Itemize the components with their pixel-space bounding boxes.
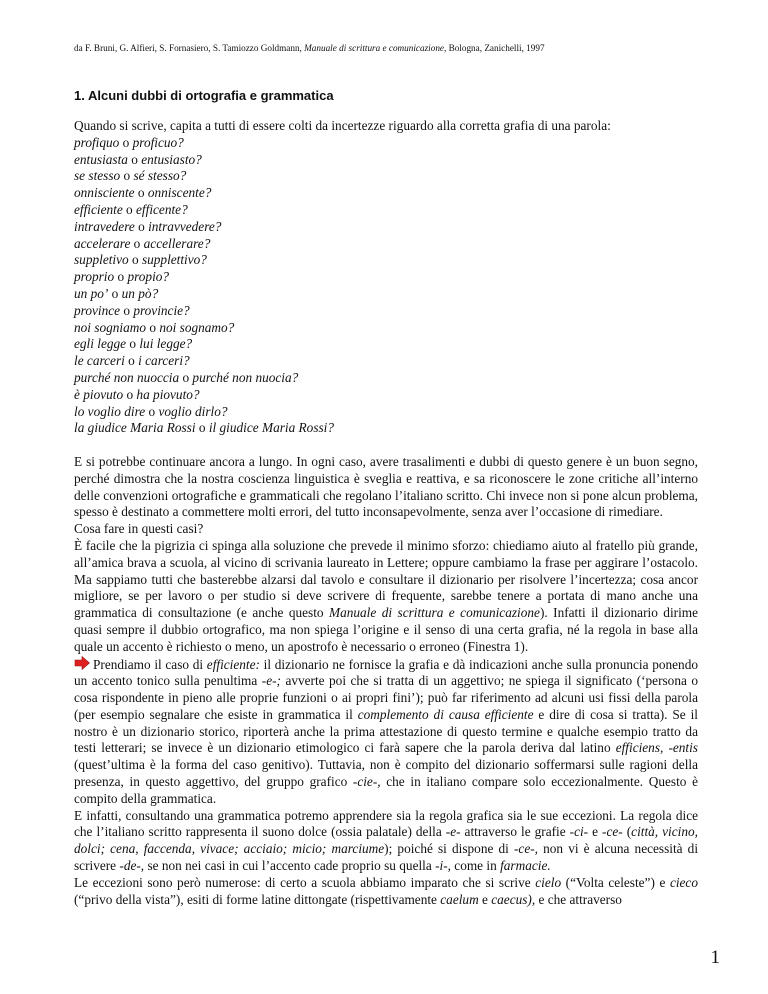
section-title: 1. Alcuni dubbi di ortografia e grammatica bbox=[74, 88, 334, 103]
paragraph-1: E si potrebbe continuare ancora a lungo. In ogni caso, avere trasalimenti e dubbi di questo genere è un buon segno, perché dimostra che la nostra coscienza linguistica è sveglia e reattiva, e sa riconoscere le zone critiche all’interno delle convenzioni ortografiche e grammaticali che regolano l’italiano scritto. Chi invece non si pone alcun problema, spesso è destinato a commettere molti errori, del tutto inconsapevolmente, senza aver l’occasione di rimediare. bbox=[74, 453, 698, 520]
paragraph-3: È facile che la pigrizia ci spinga alla soluzione che prevede il minimo sforzo: chiediamo aiuto al fratello più grande, all’amica brava a scuola, al vicino di scrivania laureato in Lettere; oppure cambiamo la frase per aggirare l’ostacolo. Ma sappiamo tutti che basterebbe alzarsi dal tavolo e consultare il dizionario per risolvere l’incertezza; cosa ancor migliore, se per lavoro o per studio si deve scrivere di frequente, sarebbe tenere a portata di mano anche una grammatica di consultazione (e anche questo Manuale di scrittura e comunicazione). Infatti il dizionario dirime quasi sempre il dubbio ortografico, ma non spiega l’origine e il senso di una certa grafia, né la regola in base alla quale un accento è richiesto o meno, un apostrofo è necessario o erroneo (Finestra 1). bbox=[74, 537, 699, 654]
example-item: la giudice Maria Rossi o il giudice Maria Rossi? bbox=[74, 420, 335, 436]
example-item: lo voglio dire o voglio dirlo? bbox=[74, 403, 228, 419]
intro-paragraph: Quando si scrive, capita a tutti di essere colti da incertezze riguardo alla corretta grafia di una parola: bbox=[74, 118, 611, 133]
right-arrow-icon bbox=[74, 656, 90, 670]
example-item: province o provincie? bbox=[74, 302, 190, 318]
example-item: noi sogniamo o noi sognamo? bbox=[74, 319, 235, 335]
paragraph-4: Prendiamo il caso di efficiente: il dizionario ne fornisce la grafia e dà indicazioni anche sulla pronuncia ponendo un accento tonico sulla penultima -e-; avverte poi che si tratta di un aggettivo; ne spiega il significato (‘persona o cosa rispondente in pieno alle proprie funzioni o ai propri fini’); può far riferimento ad alcuni usi fissi della parola (per esempio segnalare che esiste in grammatica il complemento di causa efficiente e dire di cosa si tratta). Se il nostro è un dizionario storico, riporterà anche la prima attestazione di questo termine e qualche esempio tratto da testi letterari; se invece è un dizionario etimologico ci farà sapere che la parola deriva dal latino efficiens, -entis (quest’ultima è la forma del caso genitivo). Tuttavia, non è compito del dizionario soffermarsi sulle ragioni della presenza, in questo aggettivo, del gruppo grafico -cie-, che in italiano compare solo eccezionalmente. Questo è compito della grammatica. bbox=[74, 656, 699, 806]
page-number: 1 bbox=[710, 947, 720, 968]
header-publisher: , Bologna, Zanichelli, 1997 bbox=[444, 43, 545, 53]
paragraph-2: Cosa fare in questi casi? bbox=[74, 521, 204, 537]
example-item: efficiente o efficente? bbox=[74, 201, 188, 217]
header-authors: da F. Bruni, G. Alfieri, S. Fornasiero, S. Tamiozzo Goldmann, bbox=[74, 43, 305, 53]
main-text bbox=[74, 118, 698, 908]
example-item: accelerare o accellerare? bbox=[74, 235, 211, 251]
example-item: profiquo o proficuo? bbox=[74, 134, 184, 150]
example-item: proprio o propio? bbox=[74, 269, 170, 285]
example-item: un po’ o un pò? bbox=[74, 285, 159, 301]
example-item: intravedere o intravvedere? bbox=[74, 218, 222, 234]
examples-list bbox=[74, 135, 698, 437]
header-book-title: Manuale di scrittura e comunicazione bbox=[304, 43, 444, 53]
paragraph-6: Le eccezioni sono però numerose: di certo a scuola abbiamo imparato che si scrive cielo (“Volta celeste”) e cieco (“privo della vista”), esiti di forme latine dittongate (rispettivamente caelum e caecus), e che attraverso bbox=[74, 874, 698, 907]
example-item: egli legge o lui legge? bbox=[74, 336, 193, 352]
example-item: se stesso o sé stesso? bbox=[74, 168, 187, 184]
example-item: onnisciente o onniscente? bbox=[74, 185, 212, 201]
example-item: le carceri o i carceri? bbox=[74, 353, 190, 369]
example-item: purché non nuoccia o purché non nuocia? bbox=[74, 369, 299, 385]
example-item: suppletivo o supplettivo? bbox=[74, 252, 207, 268]
paragraph-5: E infatti, consultando una grammatica potremo apprendere sia la regola grafica sia le sue eccezioni. La regola dice che l’italiano scritto rappresenta il suono dolce (ossia palatale) della -e- attraverso le grafie -ci- e -ce- (città, vicino, dolci; cena, faccenda, vivace; acciaio; micio; marciume); poiché si dispone di -ce-, non vi è alcuna necessità di scrivere -de-, se non nei casi in cui l’accento cade proprio su quella -i-, come in farmacie. bbox=[74, 807, 699, 874]
example-item: è piovuto o ha piovuto? bbox=[74, 386, 200, 402]
running-header bbox=[74, 42, 728, 54]
example-item: entusiasta o entusiasto? bbox=[74, 151, 202, 167]
